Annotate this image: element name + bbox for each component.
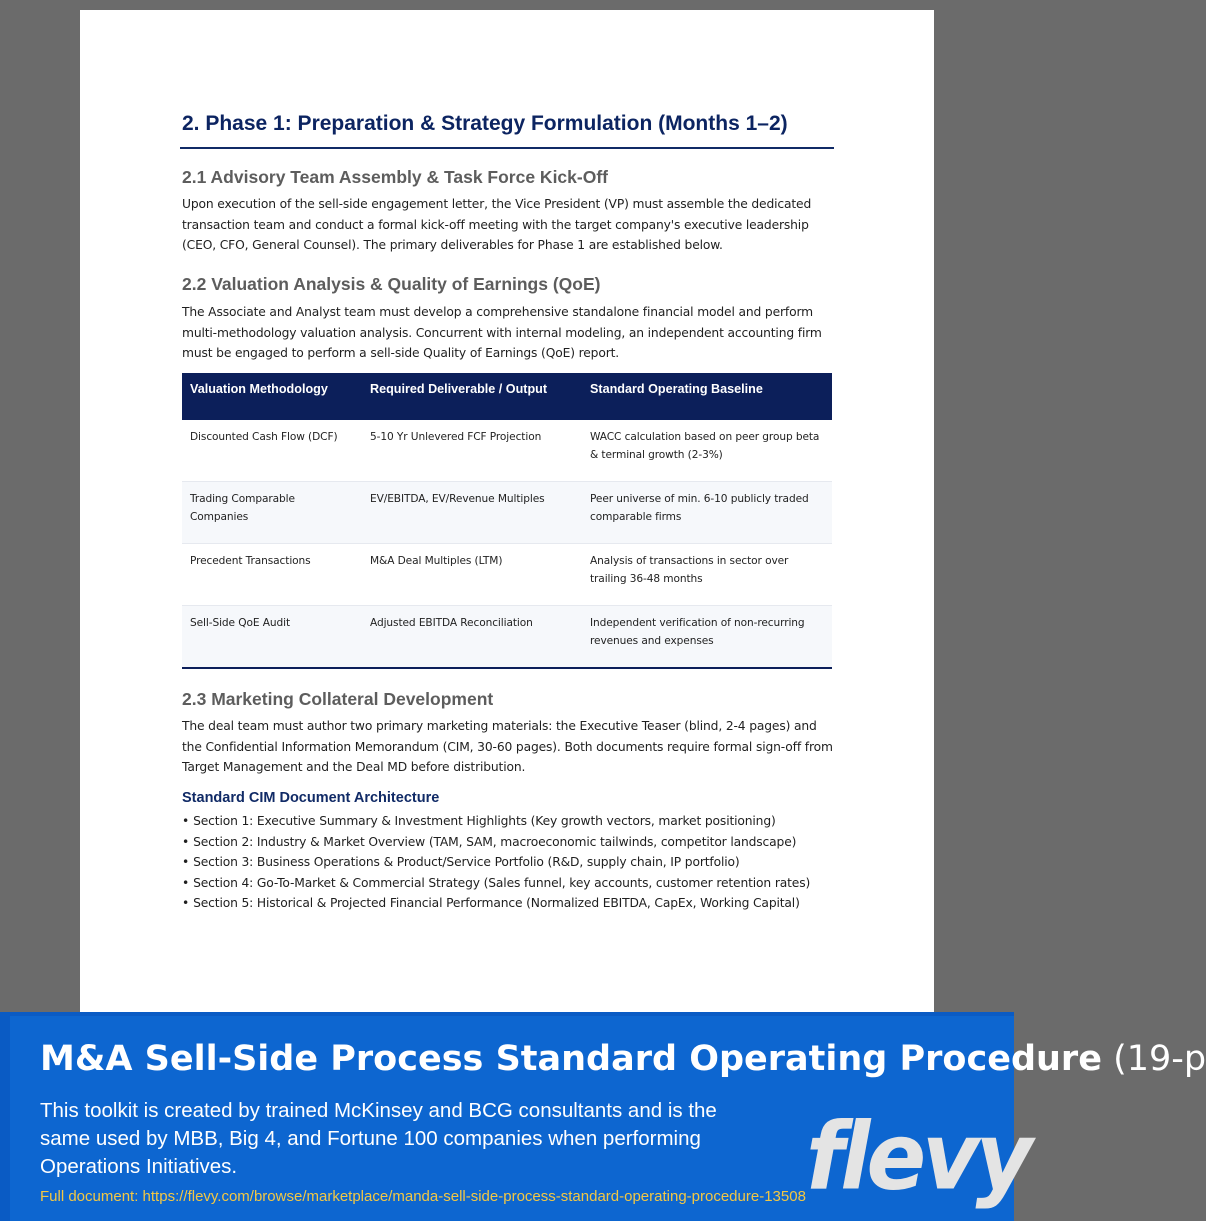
- list-item: [182, 893, 842, 914]
- banner-title-suffix: (19-p: [1101, 1039, 1206, 1079]
- table-header-cell: Required Deliverable / Output: [370, 382, 548, 396]
- table-row: [182, 606, 832, 669]
- list-item-text: Section 4: Go-To-Market & Commercial Strategy (Sales funnel, key accounts, customer retention rates): [193, 875, 811, 890]
- table-header-cell: Standard Operating Baseline: [590, 382, 763, 396]
- bullet-icon: •: [182, 814, 190, 828]
- table-cell: 5-10 Yr Unlevered FCF Projection: [370, 431, 542, 443]
- banner-title-main: M&A Sell-Side Process Standard Operating Procedure: [40, 1039, 1102, 1079]
- section-2-2-heading: 2.2 Valuation Analysis & Quality of Earnings (QoE): [182, 274, 601, 294]
- section-2-1-heading: 2.1 Advisory Team Assembly & Task Force Kick-Off: [182, 167, 608, 187]
- section-2-2-text: The Associate and Analyst team must develop a comprehensive standalone financial model and perform multi-methodology valuation analysis. Concurrent with internal modeling, an independent accounting firm must be engaged to perform a sell-side Quality of Earnings (QoE) report.: [182, 305, 822, 360]
- full-document-link[interactable]: Full document: https://flevy.com/browse/marketplace/manda-sell-side-process-standard-operating-procedure-13508: [40, 1188, 806, 1205]
- table-cell: Sell-Side QoE Audit: [190, 617, 290, 629]
- list-item-text: Section 1: Executive Summary & Investment Highlights (Key growth vectors, market positioning): [193, 814, 776, 828]
- table-cell: EV/EBITDA, EV/Revenue Multiples: [370, 493, 545, 505]
- bullet-icon: •: [182, 896, 190, 910]
- list-item: [182, 811, 842, 832]
- section-2-1-text: Upon execution of the sell-side engagement letter, the Vice President (VP) must assemble the dedicated transaction team and conduct a formal kick-off meeting with the target company's executive leadership (CEO, CFO, General Counsel). The primary deliverables for Phase 1 are established below.: [182, 197, 812, 252]
- banner-title: [40, 1039, 1206, 1079]
- table-cell: WACC calculation based on peer group beta & terminal growth (2-3%): [590, 431, 820, 461]
- list-item-text: Section 3: Business Operations & Product/Service Portfolio (R&D, supply chain, IP portfolio): [193, 855, 740, 869]
- list-item: [182, 832, 842, 853]
- table-row: [182, 544, 832, 606]
- list-item-text: Section 2: Industry & Market Overview (TAM, SAM, macroeconomic tailwinds, competitor landscape): [193, 834, 797, 849]
- cim-section-list: [182, 811, 842, 914]
- section-title: 2. Phase 1: Preparation & Strategy Formulation (Months 1–2): [182, 112, 788, 135]
- cim-architecture-heading: Standard CIM Document Architecture: [182, 790, 440, 806]
- document-page: [80, 10, 934, 1020]
- table-row: [182, 420, 832, 482]
- table-cell: M&A Deal Multiples (LTM): [370, 555, 503, 567]
- list-item: [182, 852, 842, 873]
- table-row: [182, 482, 832, 544]
- title-rule: [180, 147, 834, 149]
- bullet-icon: •: [182, 875, 190, 890]
- table-cell: Peer universe of min. 6-10 publicly traded comparable firms: [590, 493, 809, 523]
- table-cell: Analysis of transactions in sector over trailing 36-48 months: [590, 555, 789, 585]
- bullet-icon: •: [182, 855, 190, 869]
- bullet-icon: •: [182, 834, 190, 849]
- valuation-table: [182, 373, 832, 669]
- list-item-text: Section 5: Historical & Projected Financial Performance (Normalized EBITDA, CapEx, Working Capital): [193, 896, 800, 910]
- section-2-3-text: The deal team must author two primary marketing materials: the Executive Teaser (blind, 2-4 pages) and the Confidential Information Memorandum (CIM, 30-60 pages). Both documents require formal sign-off from Target Management and the Deal MD before distribution.: [182, 719, 833, 774]
- table-cell: Adjusted EBITDA Reconciliation: [370, 617, 533, 629]
- flevy-logo[interactable]: flevy: [806, 1102, 1029, 1211]
- table-cell: Discounted Cash Flow (DCF): [190, 431, 338, 443]
- section-2-3-heading: 2.3 Marketing Collateral Development: [182, 689, 494, 709]
- banner-description: This toolkit is created by trained McKinsey and BCG consultants and is the same used by MBB, Big 4, and Fortune 100 companies when performing Operations Initiatives.: [40, 1099, 717, 1178]
- table-cell: Trading Comparable Companies: [190, 493, 295, 523]
- table-header-cell: Valuation Methodology: [190, 382, 328, 396]
- table-header-row: [182, 373, 832, 420]
- table-cell: Precedent Transactions: [190, 555, 311, 567]
- list-item: [182, 873, 842, 894]
- table-cell: Independent verification of non-recurring revenues and expenses: [590, 617, 805, 647]
